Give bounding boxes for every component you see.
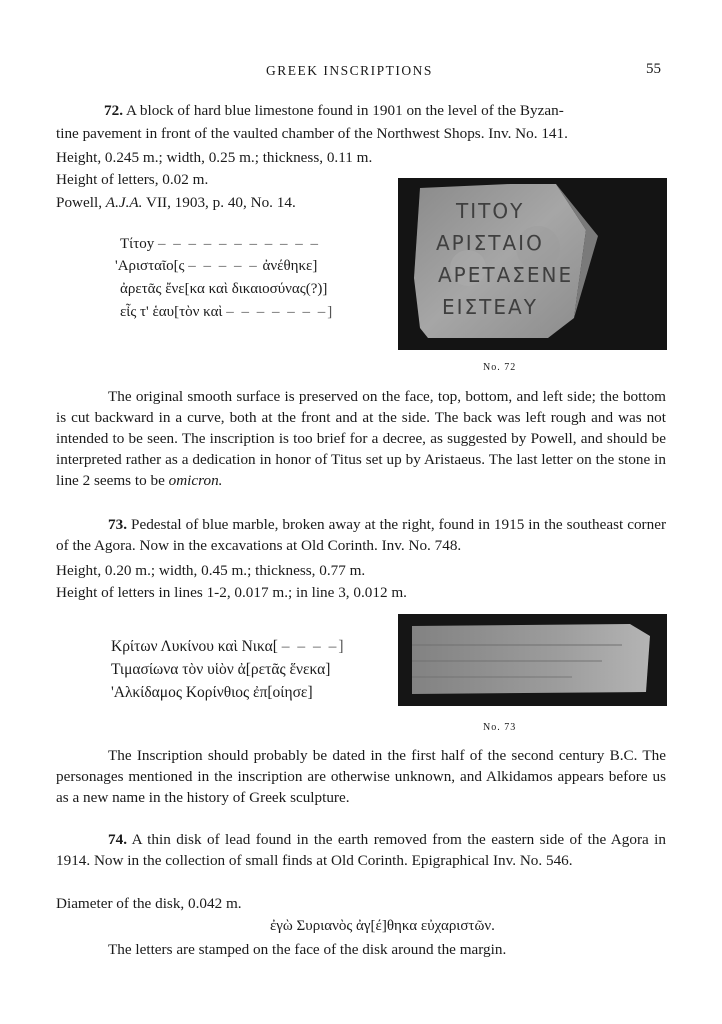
commentary-72-omicron: omicron. [168, 472, 223, 489]
inscription-72-text: εἶς τ' ἑαυ[τὸν καὶ [120, 304, 223, 320]
entry-73-letter-height: Height of letters in lines 1-2, 0.017 m.; in line 3, 0.012 m. [56, 584, 407, 601]
inscription-72-dashes: – – – – – [188, 258, 259, 274]
inscription-72-line1 [120, 234, 320, 254]
commentary-72-text: The original smooth surface is preserved on the face, top, bottom, and left side; the bottom is cut backward in a curve, both at the front and at the side. The back was left rough and was not intended to be seen. The inscription is too brief for a decree, as suggested by Powell, and should be interpreted rather as a dedication in honor of Titus set up by Aristaeus. The last letter on the stone in line 2 seems to be [56, 388, 666, 489]
reference-author: Powell, [56, 194, 106, 211]
entry-74-diameter: Diameter of the disk, 0.042 m. [56, 895, 242, 912]
inscription-72-line2 [115, 256, 317, 276]
inscription-72-text: 'Αρισταῖο[ς [115, 258, 185, 274]
entry-73-number: 73. [108, 516, 127, 533]
commentary-72 [56, 386, 666, 491]
stone-letters: ΤΙΤΟΥ [456, 199, 525, 223]
inscription-trace [412, 676, 572, 678]
inscription-73-text: Κρίτων Λυκίνου καὶ Νικα[ [111, 638, 278, 655]
reference-rest: VII, 1903, p. 40, No. 14. [142, 194, 296, 211]
reference-journal: A.J.A. [105, 194, 143, 211]
stone-letters: ΑΡΙΣΤΑΙΟ [436, 231, 544, 255]
inscription-trace [412, 660, 602, 662]
stone-block-72-image [398, 178, 667, 350]
entry-73-description: Pedestal of blue marble, broken away at the right, found in 1915 in the southeast corner of the Agora. Now in the excavations at Old Corinth. Inv. No. 748. [56, 516, 667, 554]
entry-72-reference [56, 193, 296, 213]
entry-72-line2: tine pavement in front of the vaulted chamber of the Northwest Shops. Inv. No. 141. [56, 125, 568, 142]
entry-74-description: A thin disk of lead found in the earth removed from the eastern side of the Agora in 1914. Now in the collection of small finds at Old Corinth. Epigraphical Inv. No. 546. [56, 831, 666, 869]
entry-72-dimensions: Height, 0.245 m.; width, 0.25 m.; thickness, 0.11 m. [56, 149, 373, 166]
inscription-72-line4 [120, 302, 334, 322]
inscription-73-line1 [111, 637, 346, 657]
entry-74-text [56, 829, 666, 871]
entry-74-number: 74. [108, 831, 127, 848]
inscription-72-line3: ἀρετᾶς ἔνε[κα καὶ δικαιοσύνας(?)] [120, 281, 328, 297]
commentary-73-text: The Inscription should probably be dated in the first half of the second century B.C. The personages mentioned in the inscription are otherwise unknown, and Alkidamos appears before us as a new name in the history of Greek sculpture. [56, 747, 666, 806]
inscription-73-line3: 'Αλκίδαμος Κορίνθιος ἐπ[οίησε] [111, 684, 313, 701]
photo-73 [398, 614, 667, 706]
caption-73: No. 73 [483, 722, 517, 733]
entry-72-line1 [104, 101, 564, 121]
entry-73-dimensions: Height, 0.20 m.; width, 0.45 m.; thickness, 0.77 m. [56, 562, 366, 579]
pedestal-surface [412, 624, 650, 694]
pedestal-73-image [398, 614, 667, 706]
page-number: 55 [646, 61, 661, 77]
inscription-72-dashes: – – – – – – –] [226, 304, 335, 320]
inscription-73-line2: Τιμασίωνα τὸν υἱὸν ἀ[ρετᾶς ἕνεκα] [111, 661, 331, 678]
entry-73-text [56, 514, 666, 556]
inscription-72-text: Τίτοy [120, 236, 155, 252]
photo-72 [398, 178, 667, 350]
running-title: GREEK INSCRIPTIONS [266, 63, 433, 78]
stone-letters: ΑΡΕΤΑΣΕΝΕ [438, 263, 574, 287]
inscription-trace [412, 644, 622, 646]
inscription-72-dashes: – – – – – – – – – – – [157, 236, 320, 252]
entry-72-text-line1: A block of hard blue limestone found in 1901 on the level of the Byzan- [125, 102, 564, 119]
inscription-72-text: ἀνέθηκε] [262, 258, 318, 274]
inscription-73-dashes: – – – –] [281, 638, 346, 655]
inscription-74: ἐγὼ Συριανὸς ἀγ[έ]θηκα εὐχαριστῶν. [270, 918, 495, 934]
entry-72-letter-height: Height of letters, 0.02 m. [56, 171, 209, 188]
stone-letters: ΕΙΣΤΕΑΥ [442, 295, 538, 319]
caption-72: No. 72 [483, 362, 517, 373]
entry-72-number: 72. [104, 102, 123, 119]
commentary-74: The letters are stamped on the face of the disk around the margin. [108, 941, 507, 958]
commentary-73 [56, 745, 666, 808]
